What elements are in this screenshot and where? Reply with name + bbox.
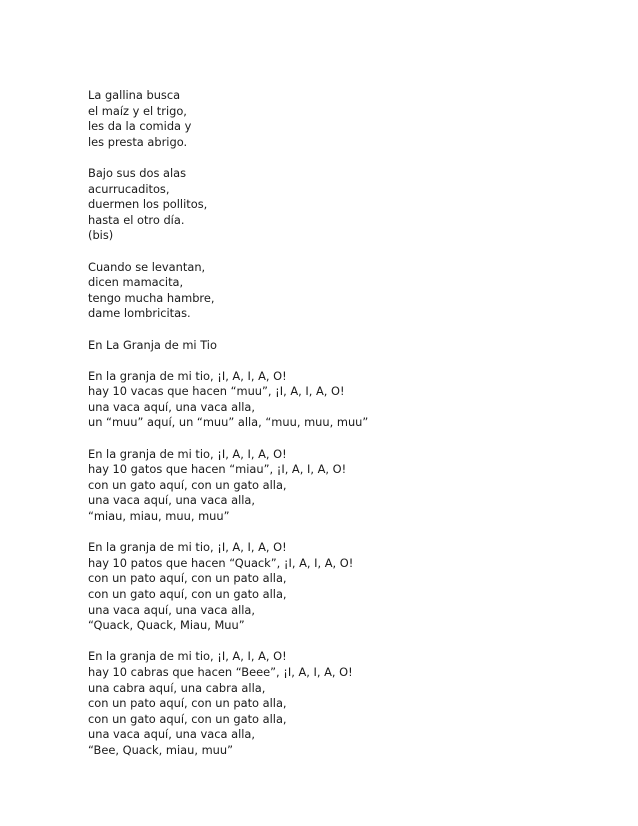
text-line: dame lombricitas. <box>88 306 191 321</box>
text-line: con un gato aquí, con un gato alla, <box>88 587 287 601</box>
stanza <box>88 649 588 758</box>
stanza <box>88 166 588 244</box>
text-line: En la granja de mi tio, ¡I, A, I, A, O! <box>88 446 287 461</box>
text-line: hay 10 gatos que hacen “miau”, ¡I, A, I, A, O! <box>88 462 347 477</box>
text-line: el maíz y el trigo, <box>88 103 187 118</box>
text-line: “Bee, Quack, miau, muu” <box>88 742 234 757</box>
text-line: En la granja de mi tio, ¡I, A, I, A, O! <box>88 368 287 383</box>
text-line: hay 10 cabras que hacen “Beee”, ¡I, A, I, A, O! <box>88 664 353 679</box>
text-line: hay 10 patos que hacen “Quack”, ¡I, A, I, A, O! <box>88 555 354 570</box>
text-line: con un gato aquí, con un gato alla, <box>88 711 287 726</box>
text-line: con un pato aquí, con un pato alla, <box>88 571 287 586</box>
text-line: (bis) <box>88 228 114 243</box>
stanza <box>88 540 588 634</box>
text-line: les presta abrigo. <box>88 134 188 149</box>
text-line: En La Granja de mi Tio <box>88 337 217 352</box>
text-line: una cabra aquí, una cabra alla, <box>88 680 266 695</box>
text-line: En la granja de mi tio, ¡I, A, I, A, O! <box>88 540 287 555</box>
stanza <box>88 369 588 431</box>
text-line: La gallina busca <box>88 88 181 102</box>
text-line: Cuando se levantan, <box>88 259 206 274</box>
text-line: En la granja de mi tio, ¡I, A, I, A, O! <box>88 649 287 664</box>
text-line: con un pato aquí, con un pato alla, <box>88 696 287 711</box>
text-line: les da la comida y <box>88 119 192 134</box>
song-title <box>88 338 588 354</box>
stanza <box>88 447 588 525</box>
document-body <box>88 88 588 774</box>
text-line: tengo mucha hambre, <box>88 290 215 305</box>
text-line: hay 10 vacas que hacen “muu”, ¡I, A, I, A, O! <box>88 384 345 399</box>
text-line: “miau, miau, muu, muu” <box>88 509 230 524</box>
text-line: una vaca aquí, una vaca alla, <box>88 399 255 414</box>
text-line: hasta el otro día. <box>88 212 185 227</box>
stanza <box>88 260 588 322</box>
text-line: con un gato aquí, con un gato alla, <box>88 477 287 492</box>
text-line: acurrucaditos, <box>88 181 170 196</box>
text-line: Bajo sus dos alas <box>88 165 187 180</box>
text-line: una vaca aquí, una vaca alla, <box>88 493 255 508</box>
text-line: duermen los pollitos, <box>88 197 208 212</box>
text-line: “Quack, Quack, Miau, Muu” <box>88 618 245 633</box>
text-line: una vaca aquí, una vaca alla, <box>88 602 255 617</box>
text-line: una vaca aquí, una vaca alla, <box>88 727 255 742</box>
text-line: dicen mamacita, <box>88 275 184 290</box>
text-line: un “muu” aquí, un “muu” alla, “muu, muu, muu” <box>88 415 369 430</box>
stanza <box>88 88 588 150</box>
